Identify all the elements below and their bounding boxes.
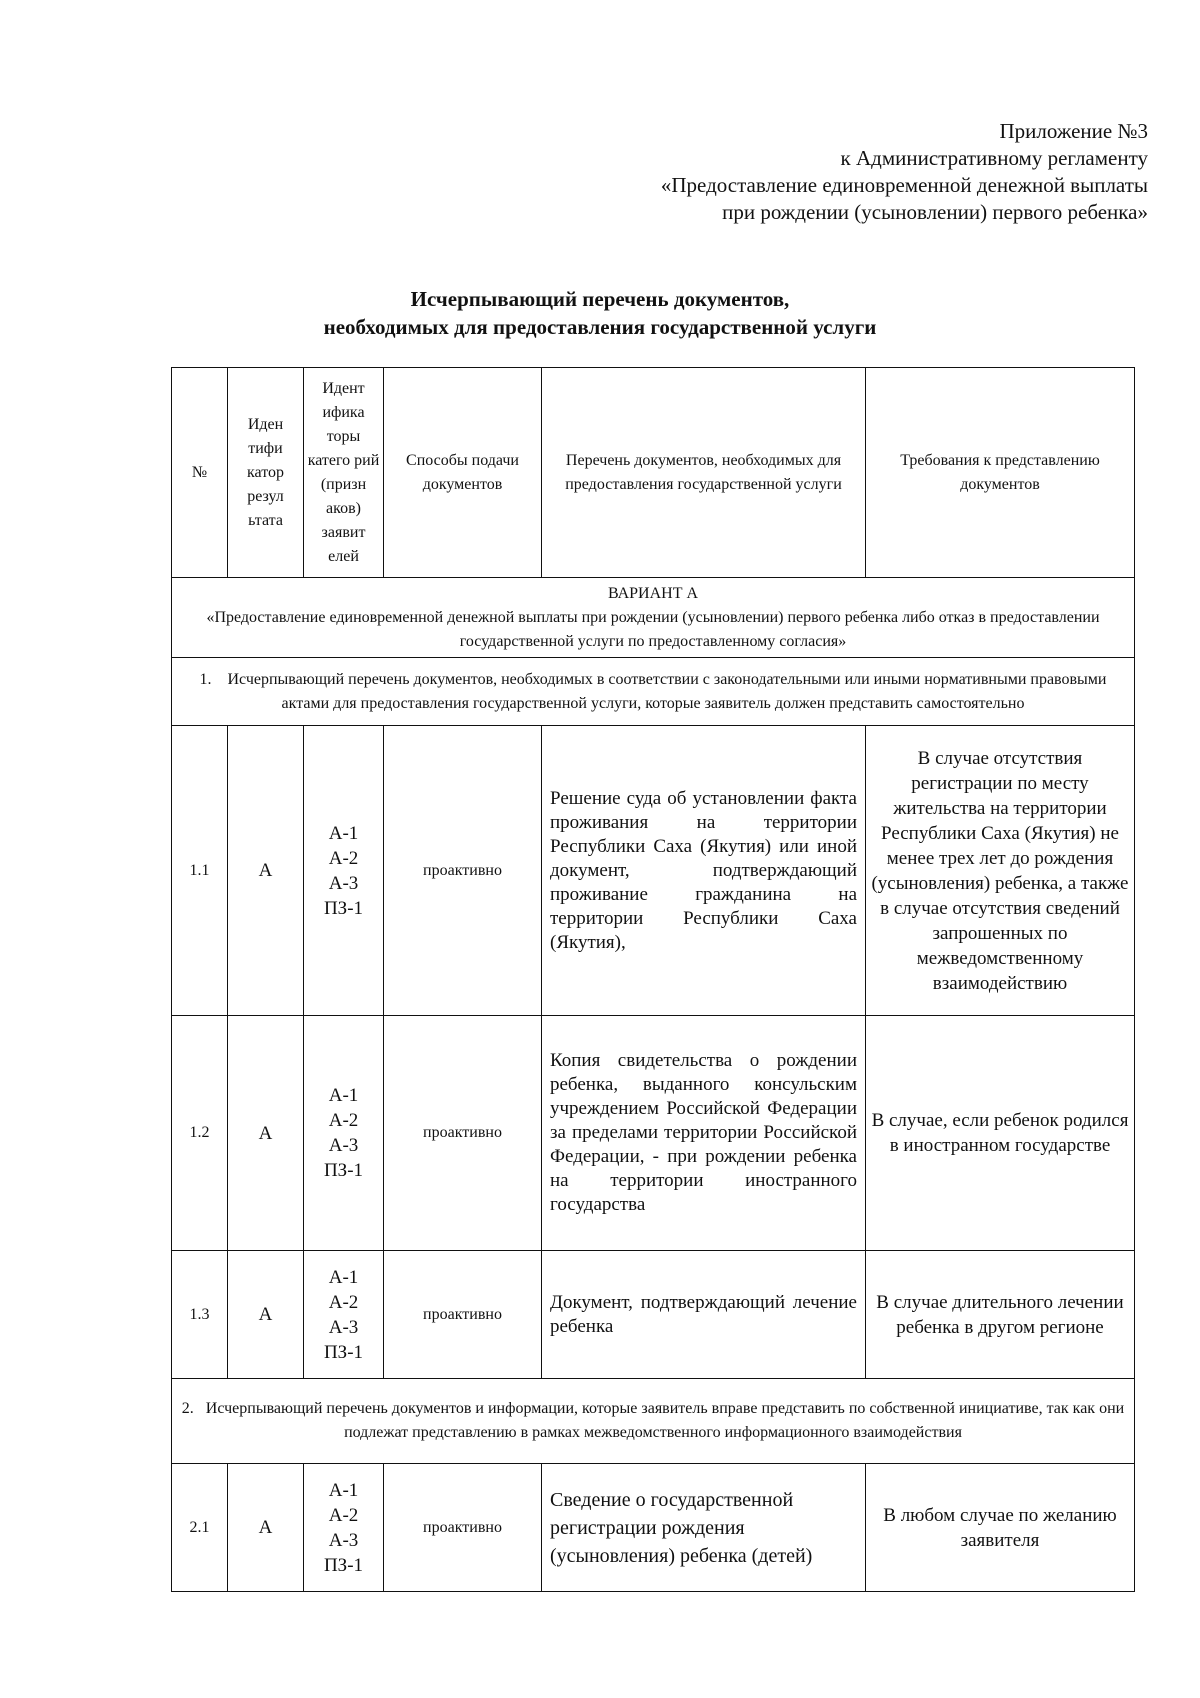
appendix-header: [661, 118, 1148, 226]
section-2-cell: [172, 1379, 1135, 1464]
row-document: Сведение о государственной регистрации рождения (усыновления) ребенка (детей): [542, 1464, 866, 1592]
row-id: А-1: [328, 1479, 359, 1501]
table-row: [172, 1016, 1135, 1251]
document-title: [0, 285, 1200, 341]
row-method: проактивно: [384, 1251, 542, 1379]
header-requirements: Требования к представлению документов: [866, 368, 1135, 578]
title-line-2: необходимых для предоставления государственной услуги: [323, 315, 877, 339]
row-document: Документ, подтверждающий лечение ребенка: [542, 1251, 866, 1379]
section-1-cell: [172, 658, 1135, 726]
row-id: А-2: [328, 847, 359, 869]
row-id: А-3: [328, 872, 359, 894]
row-id: А-1: [328, 1266, 359, 1288]
table-row: [172, 726, 1135, 1016]
section-1-number: 1.: [199, 670, 212, 688]
row-document: Решение суда об установлении факта проживания на территории Республики Саха (Якутия) или иной документ, подтверждающий проживание гражданина на территории Республики Саха (Якутия),: [542, 726, 866, 1016]
variant-subtitle: «Предоставление единовременной денежной выплаты при рождении (усыновлении) первого ребенка либо отказ в предоставлении государственной услуги по предоставленному согласия»: [206, 608, 1100, 650]
row-requirement: В любом случае по желанию заявителя: [866, 1464, 1135, 1592]
row-id: ПЗ-1: [323, 1160, 364, 1181]
row-ids: [304, 1016, 384, 1251]
row-requirement: В случае отсутствия регистрации по месту жительства на территории Республики Саха (Якутия) не менее трех лет до рождения (усыновления) ребенка, а также в случае отсутствия сведений запрошенных по межведомственному взаимодействию: [866, 726, 1135, 1016]
variant-title: ВАРИАНТ А: [607, 584, 699, 602]
row-ids: [304, 1464, 384, 1592]
table-row: [172, 1464, 1135, 1592]
section-1-text: Исчерпывающий перечень документов, необходимых в соответствии с законодательными или иными нормативными правовыми актами для предоставления государственной услуги, которые заявитель должен представить самостоятельно: [227, 670, 1107, 712]
row-document: Копия свидетельства о рождении ребенка, выданного консульским учреждением Российской Федерации за пределами территории Российской Федерации, - при рождении ребенка на территории иностранного государства: [542, 1016, 866, 1251]
row-id: А-3: [328, 1135, 359, 1156]
row-id: А-2: [328, 1291, 359, 1313]
row-result: А: [228, 1016, 304, 1251]
appendix-line: «Предоставление единовременной денежной выплаты: [660, 173, 1148, 197]
table-header-row: [172, 368, 1135, 578]
appendix-line: при рождении (усыновлении) первого ребенка»: [722, 200, 1148, 224]
appendix-line: Приложение №3: [999, 119, 1148, 143]
row-id: А-1: [328, 822, 359, 844]
row-requirement: В случае, если ребенок родился в иностранном государстве: [866, 1016, 1135, 1251]
section-1-row: [172, 658, 1135, 726]
row-id: А-3: [328, 1316, 359, 1338]
section-2-number: 2.: [181, 1400, 194, 1417]
table-row: [172, 1251, 1135, 1379]
row-num: 1.3: [172, 1251, 228, 1379]
row-method: проактивно: [384, 726, 542, 1016]
header-num: №: [172, 368, 228, 578]
row-result: А: [228, 726, 304, 1016]
section-2-text: Исчерпывающий перечень документов и информации, которые заявитель вправе представить по собственной инициативе, так как они подлежат представлению в рамках межведомственного информационного взаимодействия: [205, 1400, 1125, 1441]
row-requirement: В случае длительного лечении ребенка в другом регионе: [866, 1251, 1135, 1379]
header-result-id: Иден тифи катор резул ьтата: [228, 368, 304, 578]
row-id: А-2: [328, 1110, 359, 1131]
row-method: проактивно: [384, 1016, 542, 1251]
row-id: А-2: [328, 1504, 359, 1526]
row-id: А-3: [328, 1529, 359, 1551]
documents-table: [171, 367, 1135, 1592]
title-line-1: Исчерпывающий перечень документов,: [410, 287, 790, 311]
variant-row: [172, 578, 1135, 658]
row-id: ПЗ-1: [323, 1554, 364, 1576]
row-id: А-1: [328, 1085, 359, 1106]
row-ids: [304, 726, 384, 1016]
variant-cell: [172, 578, 1135, 658]
section-2-row: [172, 1379, 1135, 1464]
row-method: проактивно: [384, 1464, 542, 1592]
row-num: 2.1: [172, 1464, 228, 1592]
row-result: А: [228, 1464, 304, 1592]
header-category-id: Идент ифика торы катего рий (призн аков) заявит елей: [304, 368, 384, 578]
appendix-line: к Административному регламенту: [840, 146, 1148, 170]
row-num: 1.2: [172, 1016, 228, 1251]
header-methods: Способы подачи документов: [384, 368, 542, 578]
row-result: А: [228, 1251, 304, 1379]
row-num: 1.1: [172, 726, 228, 1016]
row-ids: [304, 1251, 384, 1379]
row-id: ПЗ-1: [323, 1341, 364, 1363]
header-documents: Перечень документов, необходимых для предоставления государственной услуги: [542, 368, 866, 578]
row-id: ПЗ-1: [323, 897, 364, 919]
